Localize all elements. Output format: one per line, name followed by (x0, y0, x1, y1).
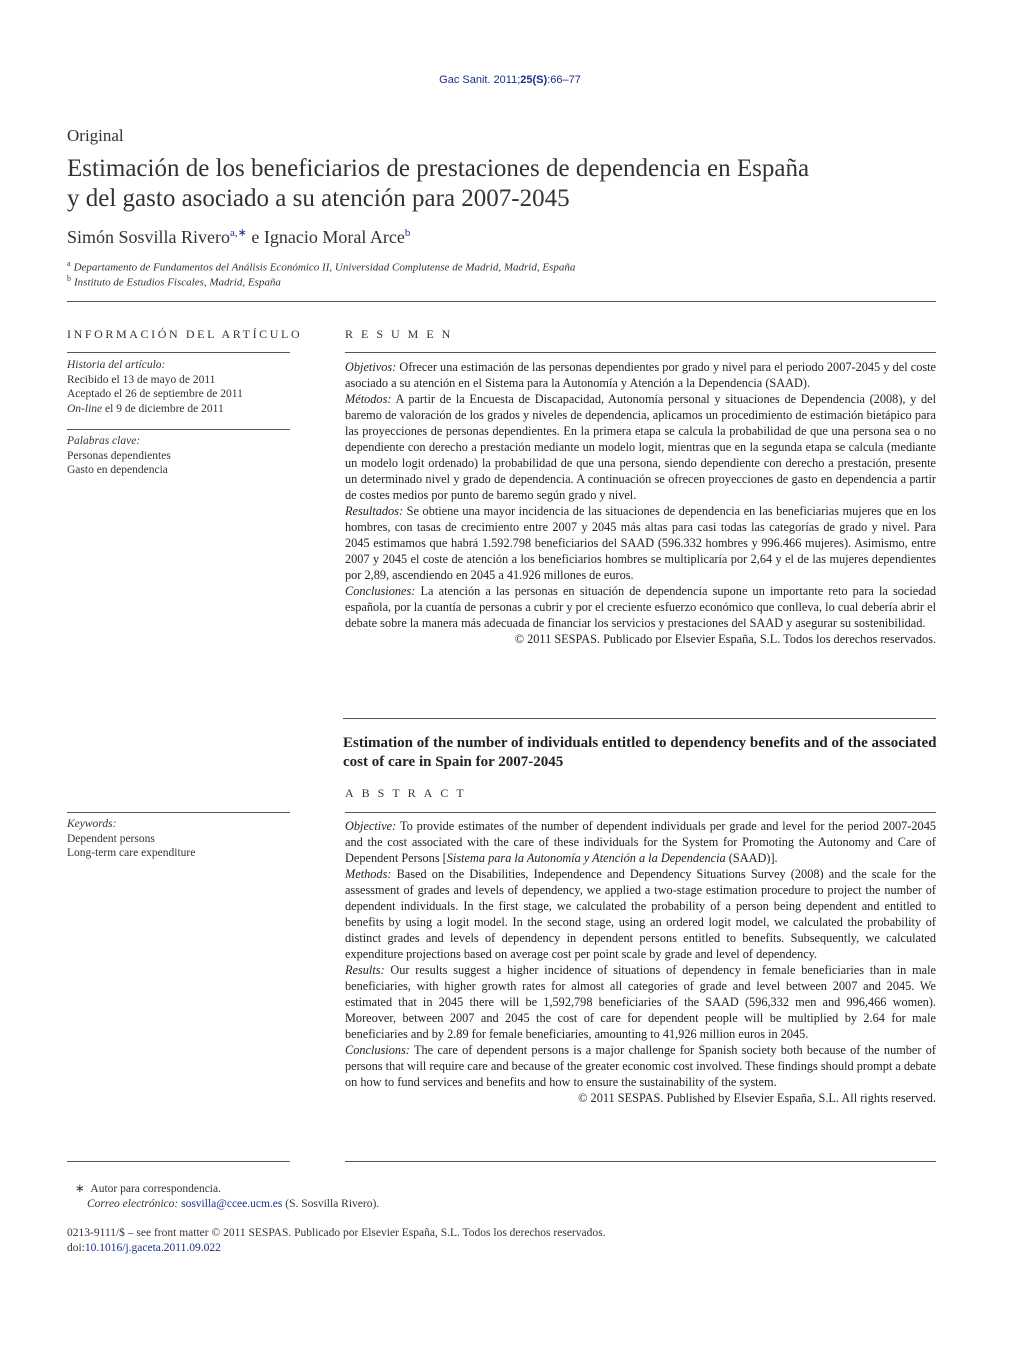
journal-volume: 25(S) (520, 74, 548, 86)
author-1: Simón Sosvilla Rivero (67, 227, 231, 247)
resultados-text: Se obtiene una mayor incidencia de las situaciones de dependencia en las beneficiarias mujeres que en los hombres, con tasas de crecimiento entre 2007 y 2045 más altas para casi todas las categorías de grado y nivel. Para 2045 estimamos que habrá 1.592.798 beneficiarios del SAAD (596.332 hombres y 996.466 mujeres). Asimismo, entre 2007 y 2045 el coste de atención a los beneficiarios hombres se multiplicaría por 2,64 y el de las mujeres dependientes por 2,89, ascendiendo en 2045 a 41.926 millones de euros. (345, 504, 936, 582)
keywords-es (67, 434, 290, 478)
author-conjunction: e (246, 227, 264, 247)
metodos-text: A partir de la Encuesta de Discapacidad, Autonomía personal y situaciones de Dependencia (2008), y del baremo de valoración de los grados y niveles de dependencia, aplicamos un procedimiento de estimación bietápico para las proyecciones de personas dependientes. En la primera etapa se calcula la probabilidad de que una persona sea o no dependiente con derecho a prestación mediante un modelo logit, mientras que en la segunda etapa se calcula (mediante un modelo logit ordenado) la probabilidad de que una persona, siendo dependiente con derecho a prestación, presente un determinado nivel y grado de dependencia. A continuación se ofrecen proyecciones de gasto en dependencia a partir de costes medios por punto de baremo según grado y nivel. (345, 392, 936, 502)
conclusiones-label: Conclusiones: (345, 584, 416, 598)
resultados-label: Resultados: (345, 504, 404, 518)
resultados-paragraph (345, 503, 936, 583)
methods-text: Based on the Disabilities, Independence and Dependency Situations Survey (2008) and the scale for the assessment of grades and levels of dependency, we applied a two-stage estimation procedure to project the number of dependent individuals. In the first stage, we calculated the probability of a person being dependent and entitled to benefits by using a logit model. In the second stage, using an ordered logit model, we calculated the probability of distinct grades and levels of dependency in dependent persons entitled to benefits. Subsequently, we calculated expenditure projections based on average cost per point scale by grade and level of dependency. (345, 867, 936, 961)
online-date (67, 402, 290, 417)
footnote-star: ∗ (75, 1183, 85, 1195)
journal-name: Gac Sanit. (439, 74, 491, 86)
methods-label: Methods: (345, 867, 392, 881)
objective-text-b: (SAAD)]. (725, 851, 778, 865)
email-note (87, 1197, 379, 1212)
metodos-label: Métodos: (345, 392, 392, 406)
section-label: Original (67, 126, 124, 145)
resumen-copyright: © 2011 SESPAS. Publicado por Elsevier España, S.L. Todos los derechos reservados. (514, 632, 936, 646)
keywords-en (67, 817, 290, 861)
received-date: Recibido el 13 de mayo de 2011 (67, 373, 216, 386)
abstract-divider (345, 812, 936, 813)
issn-line: 0213-9111/$ – see front matter © 2011 SESPAS. Publicado por Elsevier España, S.L. Todos los derechos reservados. (67, 1227, 606, 1239)
conclusiones-text: La atención a las personas en situación de dependencia supone un importante reto para la sociedad española, por la cuantía de personas a cubrir y por el creciente esfuerzo económico que conlleva, lo cual debería abrir el debate sobre la manera más adecuada de financiar los servicios y prestaciones del SAAD y asegurar su sostenibilidad. (345, 584, 936, 630)
objective-label: Objective: (345, 819, 397, 833)
keywords-label: Palabras clave: (67, 435, 141, 447)
journal-year: 2011; (493, 74, 521, 86)
methods-paragraph (345, 866, 936, 962)
objetivos-text: Ofrecer una estimación de las personas dependientes por grado y nivel para el periodo 2007-2045 y del coste asociado a su atención en el Sistema para la Autonomía y Atención a la Dependencia (SAAD). (345, 360, 937, 390)
metodos-paragraph (345, 391, 936, 503)
conclusiones-paragraph (345, 583, 936, 631)
results-label: Results: (345, 963, 385, 977)
keywords-en-divider (67, 812, 290, 813)
journal-pages: :66–77 (547, 74, 581, 86)
abstract-copyright: © 2011 SESPAS. Published by Elsevier España, S.L. All rights reserved. (578, 1091, 936, 1105)
conclusions-paragraph (345, 1042, 936, 1090)
author-2-affiliation-mark[interactable]: b (404, 227, 411, 239)
author-2: Ignacio Moral Arce (263, 227, 405, 247)
title-line-1: Estimación de los beneficiarios de prestaciones de dependencia en España (67, 155, 810, 182)
objective-paragraph (345, 818, 936, 866)
objective-text-italic: Sistema para la Autonomía y Atención a la Dependencia (446, 851, 726, 865)
article-info-heading: INFORMACIÓN DEL ARTÍCULO (67, 327, 303, 341)
affiliation-mark: a (67, 259, 71, 268)
corresponding-text: Autor para correspondencia. (90, 1183, 221, 1195)
corresponding-author-note (75, 1182, 221, 1197)
email-link[interactable]: sosvilla@ccee.ucm.es (181, 1198, 283, 1210)
resumen-divider (345, 352, 936, 353)
affiliation-text: Departamento de Fundamentos del Análisis Económico II, Universidad Complutense de Madrid, Madrid, España (73, 261, 576, 274)
online-rest: el 9 de diciembre de 2011 (102, 402, 224, 415)
keywords-en-label: Keywords: (67, 818, 117, 830)
doi-link[interactable]: 10.1016/j.gaceta.2011.09.022 (84, 1242, 221, 1254)
journal-reference[interactable] (0, 74, 1020, 86)
results-paragraph (345, 962, 936, 1042)
english-title: Estimation of the number of individuals entitled to dependency benefits and of the associated cost of care in Spain for 2007-2045 (343, 735, 937, 770)
abstract-heading: ABSTRACT (345, 786, 472, 800)
keyword-item: Dependent persons (67, 832, 155, 845)
title-line-2: y del gasto asociado a su atención para 2007-2045 (67, 185, 570, 212)
keyword-item: Long-term care expenditure (67, 847, 196, 860)
online-label: On-line (67, 402, 103, 415)
affiliation-mark: b (67, 274, 71, 283)
affiliation-a (67, 259, 575, 274)
conclusions-label: Conclusions: (345, 1043, 410, 1057)
doi-label: doi: (67, 1242, 85, 1254)
header-divider (67, 301, 936, 302)
email-label: Correo electrónico: (87, 1198, 179, 1210)
email-suffix: (S. Sosvilla Rivero). (282, 1198, 380, 1210)
results-text: Our results suggest a higher incidence of situations of dependency in female beneficiaries than in male beneficiaries, with higher growth rates for almost all categories of grade and level between 2007 and 2045. We estimated that in 2045 there will be 1,592,798 beneficiaries of the SAAD (596,332 men and 996,466 women). Moreover, between 2007 and 2045 the cost of care for dependent people will be multiplied by 2.64 for male beneficiaries and by 2.89 for female beneficiaries, amounting to 41,926 million euros in 2045. (345, 963, 936, 1041)
affiliation-text: Instituto de Estudios Fiscales, Madrid, España (74, 276, 281, 289)
article-history (67, 358, 290, 416)
footnote-divider (67, 1161, 290, 1162)
objetivos-paragraph (345, 359, 936, 391)
affiliation-b (67, 274, 281, 289)
resumen-body (345, 359, 936, 647)
author-list (67, 226, 410, 248)
abstract-body (345, 818, 936, 1106)
keyword-item: Gasto en dependencia (67, 464, 168, 477)
keyword-item: Personas dependientes (67, 449, 171, 462)
resumen-end-divider (343, 718, 936, 719)
keywords-divider (67, 429, 290, 430)
doi-line (67, 1241, 221, 1256)
author-1-affiliation-mark[interactable]: a,∗ (230, 227, 247, 239)
article-title (67, 154, 897, 214)
accepted-date: Aceptado el 26 de septiembre de 2011 (67, 388, 243, 401)
conclusions-text: The care of dependent persons is a major challenge for Spanish society both because of the number of persons that will require care and because of the greater economic cost involved. These findings should prompt a debate on how to fund services and benefits and how to ensure the sustainability of the system. (345, 1043, 937, 1089)
article-info-divider (67, 352, 290, 353)
objective-text-a: To provide estimates of the number of dependent individuals per grade and level for the period 2007-2045 and the cost associated with the care of these individuals for the System for Promoting the Autonomy and Care of Dependent Persons [ (345, 819, 936, 865)
objetivos-label: Objetivos: (345, 360, 397, 374)
abstract-end-divider (345, 1161, 936, 1162)
resumen-heading: RESUMEN (345, 327, 459, 341)
history-label: Historia del artículo: (67, 359, 166, 371)
